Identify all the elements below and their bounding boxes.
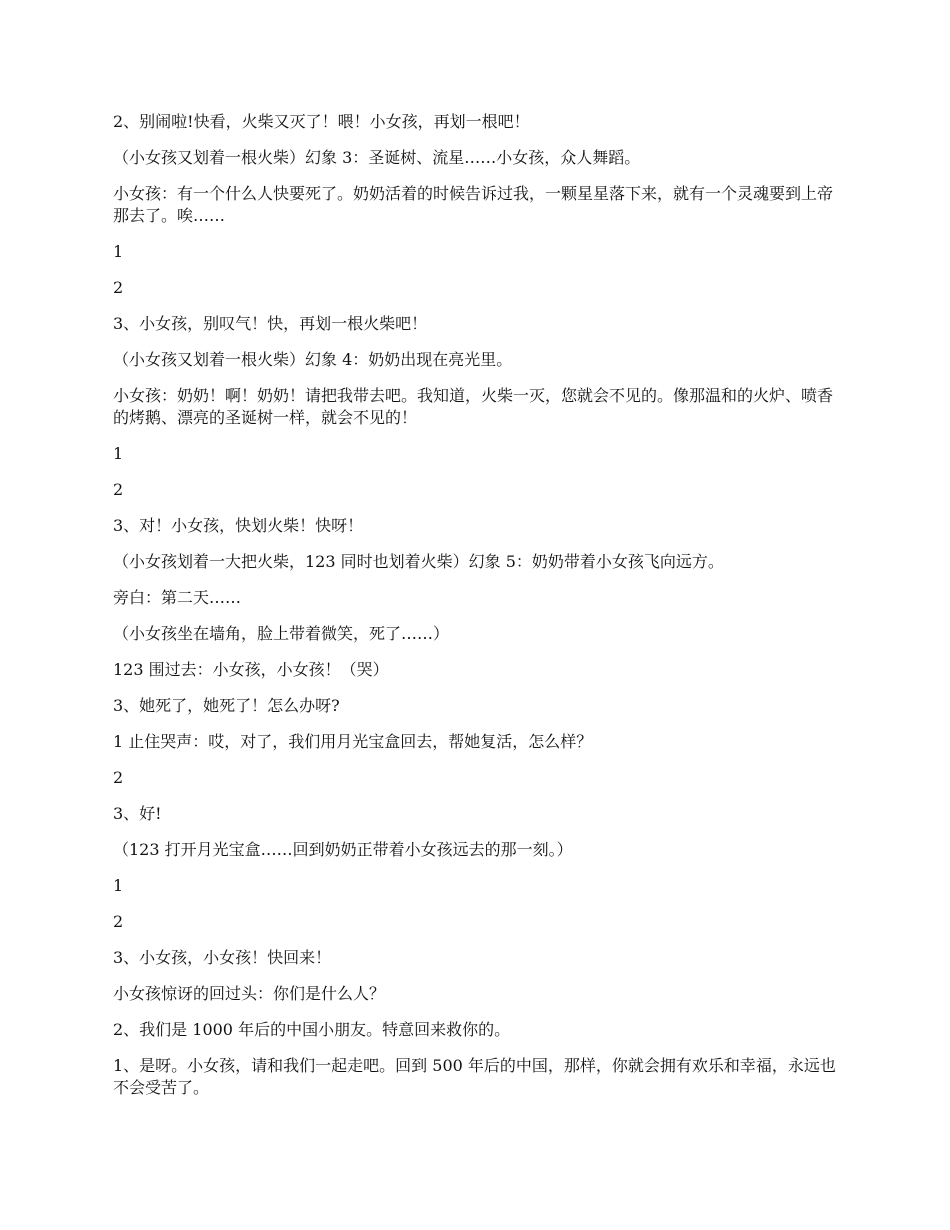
paragraph: （123 打开月光宝盒……回到奶奶正带着小女孩远去的那一刻。）: [113, 840, 573, 859]
paragraph: 1: [113, 444, 124, 463]
paragraph: 小女孩：奶奶！啊！奶奶！请把我带去吧。我知道，火柴一灭，您就会不见的。像那温和的火炉、喷香的烤鹅、漂亮的圣诞树一样，就会不见的！: [113, 386, 834, 427]
paragraph: 1: [113, 876, 124, 895]
paragraph: 2: [113, 768, 124, 787]
paragraph: 123 围过去：小女孩，小女孩！（哭）: [113, 660, 389, 679]
paragraph: 1、是呀。小女孩，请和我们一起走吧。回到 500 年后的中国，那样，你就会拥有欢乐和幸福，永远也不会受苦了。: [113, 1056, 836, 1097]
paragraph: 3、对！小女孩，快划火柴！快呀！: [113, 516, 364, 535]
paragraph: 3、小女孩，别叹气！快，再划一根火柴吧！: [113, 314, 428, 333]
paragraph: 3、她死了，她死了！怎么办呀?: [113, 696, 340, 715]
paragraph: 3、小女孩，小女孩！快回来！: [113, 948, 332, 967]
document-body: [113, 111, 839, 1113]
paragraph: 2、别闹啦!快看，火柴又灭了！喂！小女孩，再划一根吧！: [113, 112, 530, 131]
paragraph: 小女孩：有一个什么人快要死了。奶奶活着的时候告诉过我，一颗星星落下来，就有一个灵魂要到上帝那去了。唉……: [113, 184, 834, 225]
paragraph: 1 止住哭声：哎，对了，我们用月光宝盒回去，帮她复活，怎么样？: [113, 732, 593, 751]
paragraph: （小女孩坐在墙角，脸上带着微笑，死了……）: [113, 624, 450, 643]
paragraph: 2: [113, 278, 124, 297]
paragraph: （小女孩划着一大把火柴，123 同时也划着火柴）幻象 5：奶奶带着小女孩飞向远方。: [113, 552, 724, 571]
paragraph: 2、我们是 1000 年后的中国小朋友。特意回来救你的。: [113, 1020, 511, 1039]
paragraph: 2: [113, 912, 124, 931]
paragraph: 小女孩惊讶的回过头：你们是什么人？: [113, 984, 386, 1003]
paragraph: 3、好!: [113, 804, 162, 823]
paragraph: （小女孩又划着一根火柴）幻象 4：奶奶出现在亮光里。: [113, 350, 513, 369]
paragraph: 2: [113, 480, 124, 499]
paragraph: 旁白：第二天……: [113, 588, 242, 607]
paragraph: （小女孩又划着一根火柴）幻象 3：圣诞树、流星……小女孩，众人舞蹈。: [113, 148, 641, 167]
paragraph: 1: [113, 242, 124, 261]
